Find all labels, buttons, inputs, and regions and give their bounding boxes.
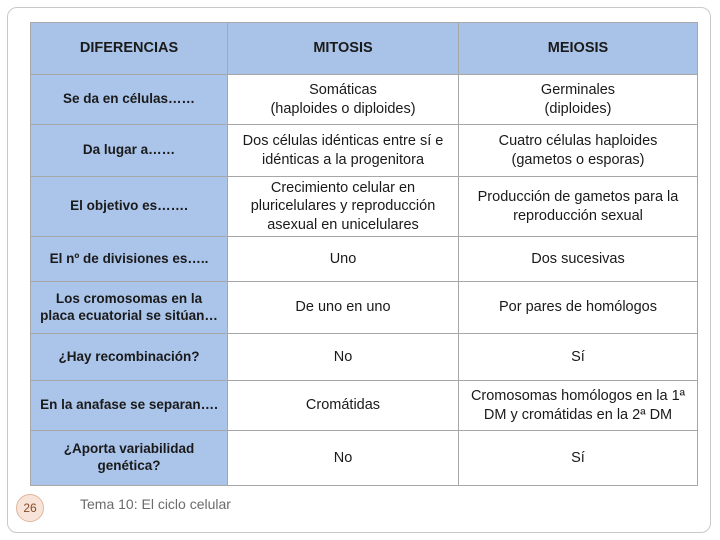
table-row xyxy=(31,334,698,381)
meiosis-cell: Germinales (diploides) xyxy=(459,75,698,125)
row-label: ¿Aporta variabilidad genética? xyxy=(31,431,228,486)
footer-text: Tema 10: El ciclo celular xyxy=(80,496,231,512)
meiosis-cell: Cuatro células haploides (gametos o esporas) xyxy=(459,125,698,177)
mitosis-cell: Somáticas (haploides o diploides) xyxy=(228,75,459,125)
mitosis-cell: Crecimiento celular en pluricelulares y reproducción asexual en unicelulares xyxy=(228,177,459,237)
meiosis-cell: Producción de gametos para la reproducción sexual xyxy=(459,177,698,237)
meiosis-cell: Por pares de homólogos xyxy=(459,282,698,334)
comparison-table-container xyxy=(30,22,697,482)
row-label: ¿Hay recombinación? xyxy=(31,334,228,381)
mitosis-cell: Uno xyxy=(228,237,459,282)
meiosis-cell: Cromosomas homólogos en la 1ª DM y cromátidas en la 2ª DM xyxy=(459,381,698,431)
mitosis-cell: De uno en uno xyxy=(228,282,459,334)
table-row xyxy=(31,237,698,282)
table-row xyxy=(31,381,698,431)
header-row xyxy=(31,23,698,75)
header-meiosis: MEIOSIS xyxy=(459,23,698,75)
table-row xyxy=(31,125,698,177)
table-row xyxy=(31,177,698,237)
mitosis-cell: Cromátidas xyxy=(228,381,459,431)
meiosis-cell: Sí xyxy=(459,334,698,381)
meiosis-cell: Sí xyxy=(459,431,698,486)
row-label: El nº de divisiones es….. xyxy=(31,237,228,282)
row-label: En la anafase se separan…. xyxy=(31,381,228,431)
table-row xyxy=(31,282,698,334)
row-label: Los cromosomas en la placa ecuatorial se sitúan… xyxy=(31,282,228,334)
mitosis-cell: No xyxy=(228,334,459,381)
row-label: Se da en células…… xyxy=(31,75,228,125)
header-mitosis: MITOSIS xyxy=(228,23,459,75)
row-label: El objetivo es……. xyxy=(31,177,228,237)
mitosis-cell: Dos células idénticas entre sí e idénticas a la progenitora xyxy=(228,125,459,177)
meiosis-cell: Dos sucesivas xyxy=(459,237,698,282)
table-row xyxy=(31,75,698,125)
slide-number-badge: 26 xyxy=(16,494,44,522)
table-row xyxy=(31,431,698,486)
mitosis-cell: No xyxy=(228,431,459,486)
comparison-table xyxy=(30,22,698,486)
row-label: Da lugar a…… xyxy=(31,125,228,177)
header-diferencias: DIFERENCIAS xyxy=(31,23,228,75)
